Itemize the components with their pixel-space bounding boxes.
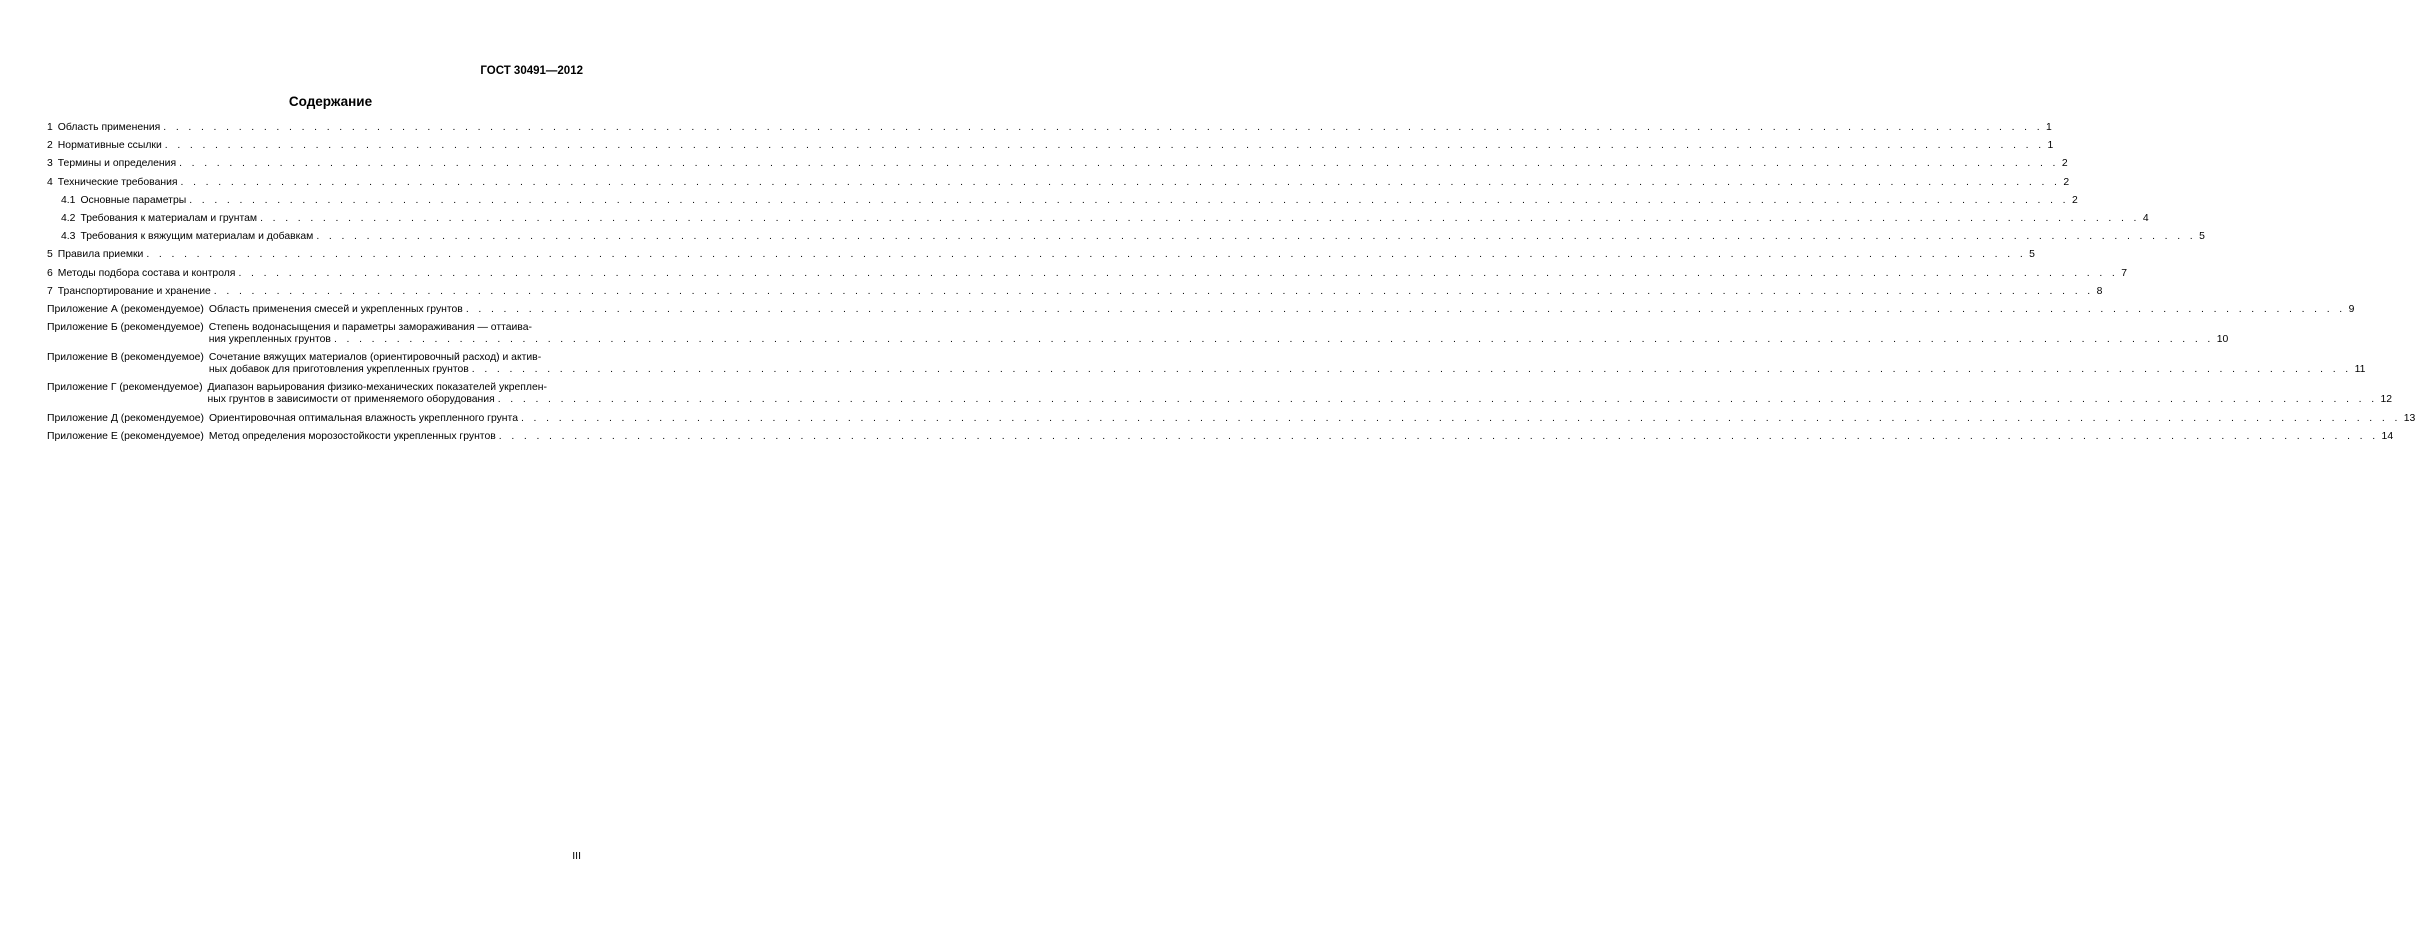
appendix-page: 12	[2380, 394, 2393, 406]
toc-entry-text: Требования к вяжущим материалам и добавкам	[80, 231, 314, 243]
appendix-label: Приложение В (рекомендуемое)	[47, 352, 204, 364]
toc-entry-label	[47, 140, 162, 152]
dot-leader: . . . . . . . . . . . . . . . . . . . . . . . . . . . . . . . . . . . . . . . . . . . . . . . . . . . . . . . . . . . . . . . . . . . . . . . . . . . . . . . . . . . . . . . . . . . . . . . . . . . . . . . . . . . . . . . . . . . . . . . . . . . . . . . . . . . . . . . . . . . . . . . . . . . . . .	[163, 122, 2044, 133]
toc-entry-page: 1	[2047, 140, 2054, 152]
appendix-title-line: Степень водонасыщения и параметры замораживания — оттаива-	[208, 322, 532, 334]
toc-entry-page: 2	[2063, 176, 2070, 188]
toc-entry-text: Область применения	[57, 122, 161, 133]
toc-entry-page: 5	[2029, 249, 2035, 261]
toc-entry-page: 7	[2121, 267, 2127, 279]
appendix-entry[interactable]	[47, 303, 2355, 316]
toc-entry-text: Требования к материалам и грунтам	[80, 212, 258, 224]
toc-entry-number: 4.2	[61, 212, 76, 224]
toc-entry-number: 5	[47, 249, 53, 261]
dot-leader: . . . . . . . . . . . . . . . . . . . . . . . . . . . . . . . . . . . . . . . . . . . . . . . . . . . . . . . . . . . . . . . . . . . . . . . . . . . . . . . . . . . . . . . . . . . . . . . . . . . . . . . . . . . . . . . . . . . . . . . . . . . . . . . . . . . . . . . . . . . . . . . . . . . . . .	[333, 334, 2214, 346]
appendix-entry[interactable]	[47, 430, 2394, 443]
toc-entry-page: 2	[2071, 194, 2078, 206]
toc-entry-number: 4	[47, 176, 53, 188]
dot-leader: . . . . . . . . . . . . . . . . . . . . . . . . . . . . . . . . . . . . . . . . . . . . . . . . . . . . . . . . . . . . . . . . . . . . . . . . . . . . . . . . . . . . . . . . . . . . . . . . . . . . . . . . . . . . . . . . . . . . . . . . . . . . . . . . . . . . . . . . . . . . . . . . . . . . . .	[146, 249, 2027, 261]
appendix-title	[208, 303, 2355, 316]
appendix-title-text: ных добавок для приготовления укрепленных грунтов	[208, 364, 469, 376]
dot-leader: . . . . . . . . . . . . . . . . . . . . . . . . . . . . . . . . . . . . . . . . . . . . . . . . . . . . . . . . . . . . . . . . . . . . . . . . . . . . . . . . . . . . . . . . . . . . . . . . . . . . . . . . . . . . . . . . . . . . . . . . . . . . . . . . . . . . . . . . . . . . . . . . . . . . . .	[180, 176, 2061, 188]
dot-leader: . . . . . . . . . . . . . . . . . . . . . . . . . . . . . . . . . . . . . . . . . . . . . . . . . . . . . . . . . . . . . . . . . . . . . . . . . . . . . . . . . . . . . . . . . . . . . . . . . . . . . . . . . . . . . . . . . . . . . . . . . . . . . . . . . . . . . . . . . . . . . . . . . . . . . .	[316, 231, 2197, 243]
toc-entry[interactable]	[47, 267, 2127, 280]
appendix-page: 13	[2403, 412, 2415, 424]
toc-entry-label	[47, 249, 143, 261]
appendix-label: Приложение Е (рекомендуемое)	[47, 430, 204, 442]
toc-entry[interactable]	[47, 285, 2103, 298]
dot-leader: . . . . . . . . . . . . . . . . . . . . . . . . . . . . . . . . . . . . . . . . . . . . . . . . . . . . . . . . . . . . . . . . . . . . . . . . . . . . . . . . . . . . . . . . . . . . . . . . . . . . . . . . . . . . . . . . . . . . . . . . . . . . . . . . . . . . . . . . . . . . . . . . . . . . . .	[471, 364, 2352, 376]
toc-entry-text: Транспортирование и хранение	[57, 285, 211, 297]
appendix-title-text: ных грунтов в зависимости от применяемого оборудования	[207, 394, 495, 406]
toc-entry-number: 4.3	[61, 231, 76, 243]
toc-entry-page: 1	[2046, 122, 2052, 133]
toc-entry-page: 5	[2199, 231, 2205, 243]
appendix-label: Приложение Д (рекомендуемое)	[47, 412, 204, 424]
appendix-entry[interactable]	[47, 412, 2415, 425]
dot-leader: . . . . . . . . . . . . . . . . . . . . . . . . . . . . . . . . . . . . . . . . . . . . . . . . . . . . . . . . . . . . . . . . . . . . . . . . . . . . . . . . . . . . . . . . . . . . . . . . . . . . . . . . . . . . . . . . . . . . . . . . . . . . . . . . . . . . . . . . . . . . . . . . . . . . . .	[213, 285, 2094, 297]
appendix-title-last-line	[208, 303, 2355, 316]
toc-entry-label	[61, 195, 186, 207]
toc-entry-number: 2	[47, 140, 53, 152]
toc-entry-page: 2	[2061, 158, 2068, 170]
toc-entry[interactable]	[47, 231, 2205, 243]
toc-entry-text: Основные параметры	[80, 194, 187, 206]
toc-entry-label	[47, 122, 160, 134]
appendix-title	[208, 322, 2229, 346]
appendix-title-last-line	[208, 334, 2229, 346]
toc-entry[interactable]	[47, 249, 2035, 261]
toc-entry-text: Методы подбора состава и контроля	[57, 267, 236, 279]
toc-entry[interactable]	[47, 140, 2054, 152]
toc-entry[interactable]	[47, 194, 2078, 207]
dot-leader: . . . . . . . . . . . . . . . . . . . . . . . . . . . . . . . . . . . . . . . . . . . . . . . . . . . . . . . . . . . . . . . . . . . . . . . . . . . . . . . . . . . . . . . . . . . . . . . . . . . . . . . . . . . . . . . . . . . . . . . . . . . . . . . . . . . . . . . . . . . . . . . . . . . . . .	[260, 212, 2140, 224]
appendix-title-line: Диапазон варьирования физико-механических показателей укреплен-	[207, 382, 547, 394]
appendix-title	[207, 382, 2393, 406]
page-number: III	[572, 850, 581, 862]
appendix-title	[208, 412, 2415, 425]
toc-entry[interactable]	[47, 122, 2052, 134]
toc-entry-label	[61, 213, 257, 225]
dot-leader: . . . . . . . . . . . . . . . . . . . . . . . . . . . . . . . . . . . . . . . . . . . . . . . . . . . . . . . . . . . . . . . . . . . . . . . . . . . . . . . . . . . . . . . . . . . . . . . . . . . . . . . . . . . . . . . . . . . . . . . . . . . . . . . . . . . . . . . . . . . . . . . . . . . . . .	[497, 394, 2378, 406]
toc-entry-number: 3	[47, 158, 53, 170]
document-id: ГОСТ 30491—2012	[480, 65, 583, 77]
toc-sections	[47, 122, 2205, 298]
appendix-title-last-line	[208, 430, 2394, 443]
appendix-page: 14	[2381, 430, 2394, 442]
page-title: Содержание	[288, 94, 373, 109]
table-of-contents	[47, 122, 2415, 449]
appendix-page: 9	[2348, 303, 2355, 315]
appendix-title-text: Метод определения морозостойкости укрепленных грунтов	[208, 430, 496, 442]
appendix-title-text: Ориентировочная оптимальная влажность укрепленного грунта	[208, 412, 518, 424]
appendix-label: Приложение Б (рекомендуемое)	[47, 322, 204, 334]
toc-appendices	[47, 303, 2415, 443]
appendix-label: Приложение А (рекомендуемое)	[47, 303, 204, 315]
dot-leader: . . . . . . . . . . . . . . . . . . . . . . . . . . . . . . . . . . . . . . . . . . . . . . . . . . . . . . . . . . . . . . . . . . . . . . . . . . . . . . . . . . . . . . . . . . . . . . . . . . . . . . . . . . . . . . . . . . . . . . . . . . . . . . . . . . . . . . . . . . . . . . . . . . . . . .	[179, 158, 2059, 170]
toc-entry-number: 4.1	[61, 194, 76, 206]
appendix-label: Приложение Г (рекомендуемое)	[47, 382, 203, 394]
toc-entry-label	[47, 177, 178, 189]
toc-entry-page: 4	[2142, 212, 2149, 224]
dot-leader: . . . . . . . . . . . . . . . . . . . . . . . . . . . . . . . . . . . . . . . . . . . . . . . . . . . . . . . . . . . . . . . . . . . . . . . . . . . . . . . . . . . . . . . . . . . . . . . . . . . . . . . . . . . . . . . . . . . . . . . . . . . . . . . . . . . . . . . . . . . . . . . . . . . . . .	[189, 194, 2069, 206]
appendix-title	[208, 430, 2394, 443]
toc-entry[interactable]	[47, 212, 2149, 225]
toc-entry-text: Технические требования	[57, 176, 178, 188]
toc-entry-page: 8	[2096, 285, 2103, 297]
toc-entry[interactable]	[47, 158, 2068, 170]
appendix-page: 11	[2354, 364, 2366, 376]
toc-entry-label	[47, 286, 211, 298]
appendix-page: 10	[2216, 334, 2229, 346]
toc-entry-text: Правила приемки	[57, 249, 144, 261]
toc-entry[interactable]	[47, 176, 2070, 189]
toc-entry-label	[61, 231, 313, 243]
appendix-title-last-line	[208, 412, 2415, 425]
toc-entry-number: 7	[47, 285, 53, 297]
appendix-entry[interactable]	[47, 352, 2366, 376]
toc-entry-number: 1	[47, 122, 53, 133]
appendix-title-line: Сочетание вяжущих материалов (ориентировочный расход) и актив-	[208, 352, 542, 364]
toc-entry-text: Нормативные ссылки	[57, 140, 162, 152]
appendix-title-text: Область применения смесей и укрепленных грунтов	[208, 303, 463, 315]
appendix-title	[208, 352, 2366, 376]
toc-entry-text: Термины и определения	[57, 158, 177, 170]
dot-leader: . . . . . . . . . . . . . . . . . . . . . . . . . . . . . . . . . . . . . . . . . . . . . . . . . . . . . . . . . . . . . . . . . . . . . . . . . . . . . . . . . . . . . . . . . . . . . . . . . . . . . . . . . . . . . . . . . . . . . . . . . . . . . . . . . . . . . . . . . . . . . . . . . . . . . .	[238, 267, 2119, 279]
toc-entry-number: 6	[47, 267, 53, 279]
dot-leader: . . . . . . . . . . . . . . . . . . . . . . . . . . . . . . . . . . . . . . . . . . . . . . . . . . . . . . . . . . . . . . . . . . . . . . . . . . . . . . . . . . . . . . . . . . . . . . . . . . . . . . . . . . . . . . . . . . . . . . . . . . . . . . . . . . . . . . . . . . . . . . . . . . . . . .	[465, 303, 2346, 315]
appendix-entry[interactable]	[47, 322, 2229, 346]
toc-entry-label	[47, 268, 235, 280]
appendix-entry[interactable]	[47, 382, 2393, 406]
dot-leader: . . . . . . . . . . . . . . . . . . . . . . . . . . . . . . . . . . . . . . . . . . . . . . . . . . . . . . . . . . . . . . . . . . . . . . . . . . . . . . . . . . . . . . . . . . . . . . . . . . . . . . . . . . . . . . . . . . . . . . . . . . . . . . . . . . . . . . . . . . . . . . . . . . . . . .	[498, 430, 2379, 442]
dot-leader: . . . . . . . . . . . . . . . . . . . . . . . . . . . . . . . . . . . . . . . . . . . . . . . . . . . . . . . . . . . . . . . . . . . . . . . . . . . . . . . . . . . . . . . . . . . . . . . . . . . . . . . . . . . . . . . . . . . . . . . . . . . . . . . . . . . . . . . . . . . . . . . . . . . . . .	[520, 412, 2401, 424]
appendix-title-last-line	[208, 364, 2366, 376]
appendix-title-last-line	[207, 394, 2393, 406]
toc-entry-label	[47, 158, 176, 170]
dot-leader: . . . . . . . . . . . . . . . . . . . . . . . . . . . . . . . . . . . . . . . . . . . . . . . . . . . . . . . . . . . . . . . . . . . . . . . . . . . . . . . . . . . . . . . . . . . . . . . . . . . . . . . . . . . . . . . . . . . . . . . . . . . . . . . . . . . . . . . . . . . . . . . . . . . . . .	[164, 140, 2045, 152]
appendix-title-text: ния укрепленных грунтов	[208, 334, 331, 346]
